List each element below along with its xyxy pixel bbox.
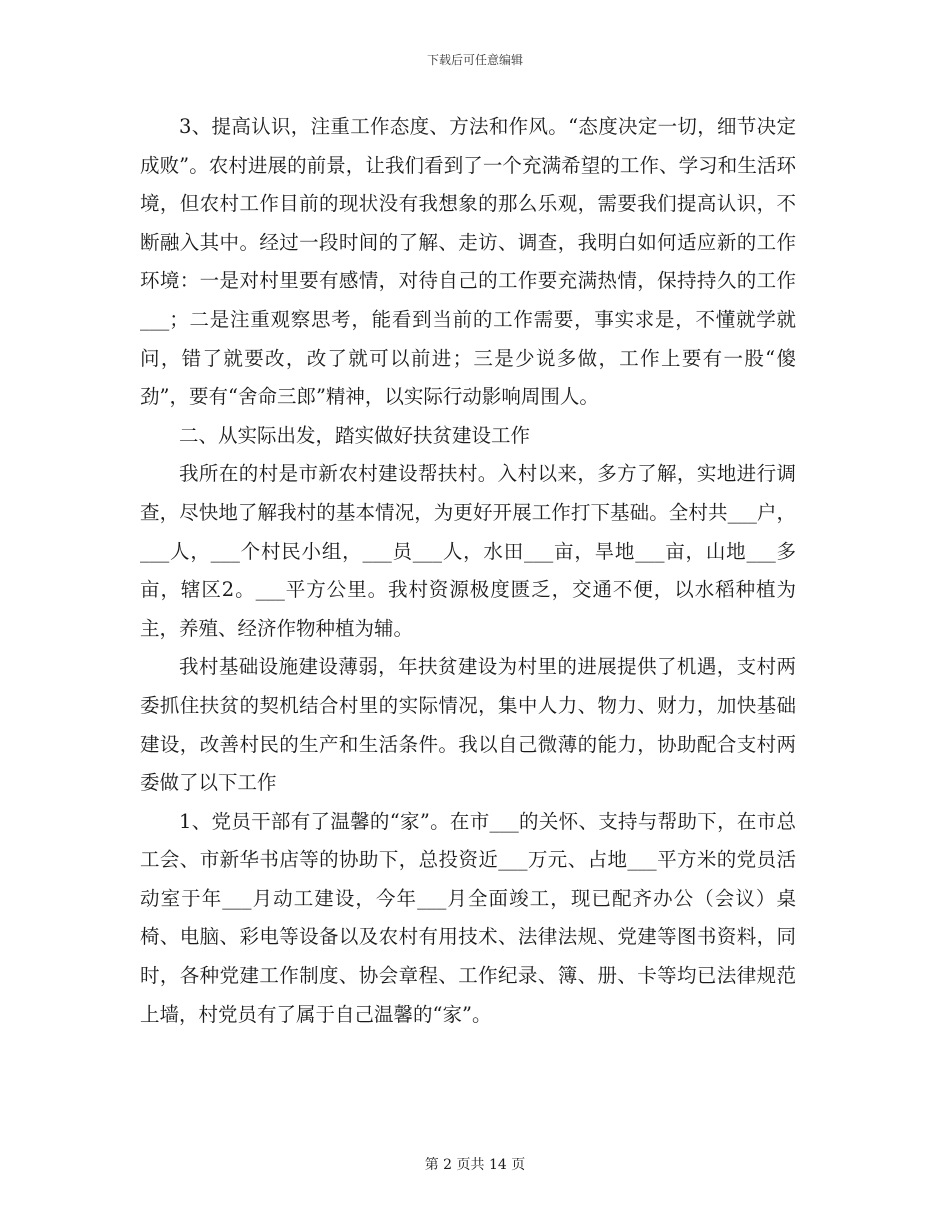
document-body xyxy=(140,108,796,1034)
page-number: 第 2 页共 14 页 xyxy=(424,1157,526,1173)
paragraph-party-home: 1、党员干部有了温馨的“家”。在市___的关怀、支持与帮助下，在市总工会、市新华书店等的协助下，总投资近___万元、占地___平方米的党员活动室于年___月动工建设，今年___月全面竣工，现已配齐办公（会议）桌椅、电脑、彩电等设备以及农村有用技术、法律法规、党建等图书资料，同时，各种党建工作制度、协会章程、工作纪录、簿、册、卡等均已法律规范上墙，村党员有了属于自己温馨的“家”。 xyxy=(140,809,796,1026)
paragraph-village-info: 我所在的村是市新农村建设帮扶村。入村以来，多方了解，实地进行调查，尽快地了解我村的基本情况，为更好开展工作打下基础。全村共___户，___人，___个村民小组，___员___人，水田___亩，旱地___亩，山地___多亩，辖区2。___平方公里。我村资源极度匮乏，交通不便，以水稻种植为主，养殖、经济作物种植为辅。 xyxy=(140,462,796,640)
paragraph-attitude: 3、提高认识，注重工作态度、方法和作风。“态度决定一切，细节决定成败”。农村进展的前景，让我们看到了一个充满希望的工作、学习和生活环境，但农村工作目前的现状没有我想象的那么乐观，需要我们提高认识，不断融入其中。经过一段时间的了解、走访、调查，我明白如何适应新的工作环境：一是对村里要有感情，对待自己的工作要充满热情，保持持久的工作___；二是注重观察思考，能看到当前的工作需要，事实求是，不懂就学就问，错了就要改，改了就可以前进；三是少说多做，工作上要有一股“傻劲”，要有“舍命三郎”精神，以实际行动影响周围人。 xyxy=(140,115,796,409)
paragraph-infrastructure: 我村基础设施建设薄弱，年扶贫建设为村里的进展提供了机遇，支村两委抓住扶贫的契机结合村里的实际情况，集中人力、物力、财力，加快基础建设，改善村民的生产和生活条件。我以自己微薄的能力，协助配合支村两委做了以下工作 xyxy=(140,655,796,795)
page-header: 下载后可任意编辑 xyxy=(426,53,523,67)
section-heading: 二、从实际出发，踏实做好扶贫建设工作 xyxy=(179,423,531,447)
